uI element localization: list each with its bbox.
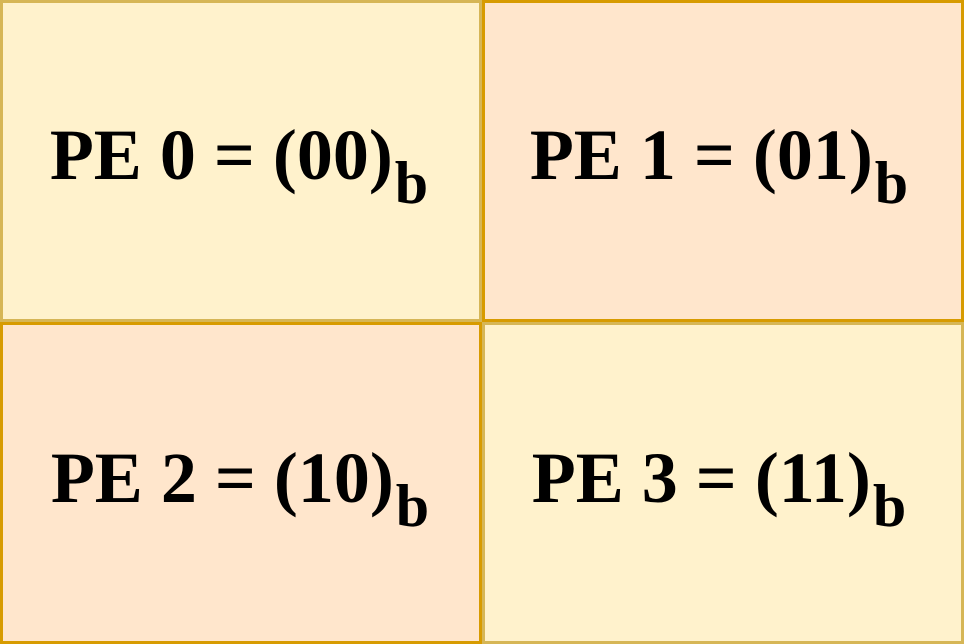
pe-2-cell: [0, 322, 482, 644]
pe-3-label-group: [531, 438, 907, 539]
pe-2-label-group: [50, 438, 430, 539]
pe-1-label-group: [529, 115, 909, 216]
pe-1-label: PE 1 = (01): [529, 115, 873, 195]
pe-2-subscript: b: [395, 473, 430, 539]
pe-0-label: PE 0 = (00): [49, 115, 393, 195]
pe-0-label-group: [49, 115, 429, 216]
pe-0-cell: [0, 0, 482, 322]
pe-3-cell: [482, 322, 964, 644]
pe-1-cell: [482, 0, 964, 322]
pe-1-subscript: b: [874, 150, 909, 216]
pe-0-subscript: b: [394, 150, 429, 216]
pe-3-subscript: b: [872, 473, 907, 539]
pe-2-label: PE 2 = (10): [50, 438, 394, 518]
pe-3-label: PE 3 = (11): [531, 438, 871, 518]
